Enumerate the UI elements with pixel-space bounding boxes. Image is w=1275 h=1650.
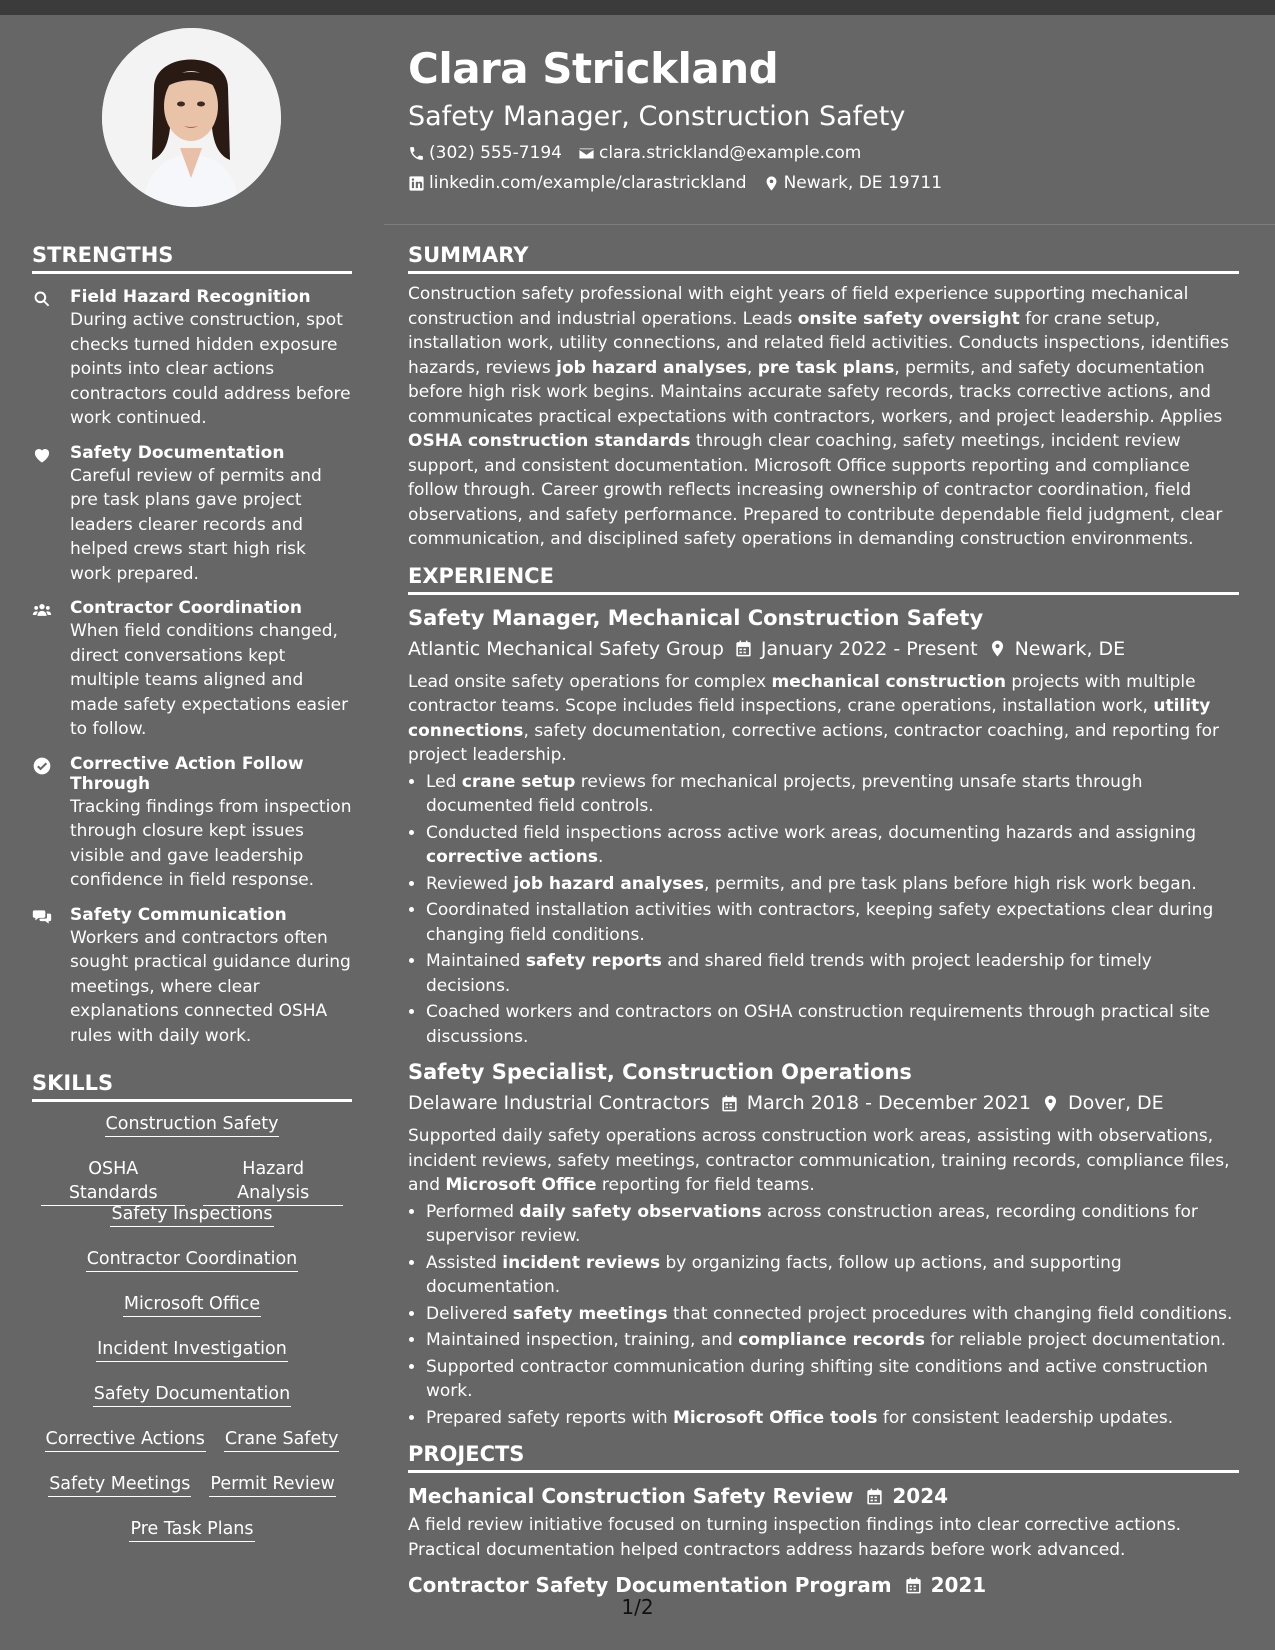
job-bullet: • Assisted incident reviews by organizing facts, follow up actions, and supporting documentation.: [426, 1251, 1239, 1300]
location-contact: [763, 172, 942, 194]
phone-icon: [408, 145, 425, 162]
job-entry: [408, 1059, 1239, 1430]
skill-tag: Safety Inspections: [110, 1202, 273, 1227]
heart-icon: [32, 443, 56, 587]
left-column: [32, 242, 352, 1562]
comments-icon: [32, 907, 52, 927]
strength-body: [70, 754, 352, 893]
skill-tag: Hazard Analysis: [203, 1157, 343, 1206]
header-divider: [384, 224, 1275, 225]
project-year: 2021: [930, 1573, 987, 1597]
job-dates: January 2022 - Present: [760, 637, 978, 660]
linkedin-url[interactable]: linkedin.com/example/clarastrickland: [429, 173, 747, 193]
map-marker-icon: [763, 175, 780, 192]
skill-tag: Safety Documentation: [93, 1382, 291, 1407]
strength-description: During active construction, spot checks turned hidden exposure points into clear actions contractors could address before work continued.: [70, 310, 351, 428]
location-text: Newark, DE 19711: [783, 173, 943, 193]
job-title: Safety Specialist, Construction Operations: [408, 1060, 912, 1084]
strength-item: [32, 905, 352, 1049]
job-bullet: • Coordinated installation activities with contractors, keeping safety expectations clear during changing field conditions.: [426, 898, 1239, 947]
strength-description: Tracking findings from inspection through closure kept issues visible and gave leadership confidence in field response.: [70, 796, 352, 890]
job-bullet: • Led crane setup reviews for mechanical projects, preventing unsafe starts through documented field controls.: [426, 770, 1239, 819]
strength-title: Contractor Coordination: [70, 598, 302, 618]
strength-body: [70, 287, 352, 431]
contact-row-1: [408, 142, 1258, 164]
skill-row: [32, 1112, 352, 1157]
skill-row: [32, 1202, 352, 1247]
job-dates: March 2018 - December 2021: [746, 1092, 1031, 1114]
right-column: [408, 242, 1239, 1598]
job-meta: [408, 1090, 1239, 1116]
skill-tag: Safety Meetings: [48, 1472, 191, 1497]
company-name: Atlantic Mechanical Safety Group: [408, 637, 724, 660]
page-number: 1/2: [621, 1595, 654, 1619]
strength-description: When field conditions changed, direct conversations kept multiple teams aligned and made safety expectations easier to follow.: [70, 621, 349, 739]
skill-tag: OSHA Standards: [41, 1157, 185, 1206]
skill-row: [32, 1517, 352, 1562]
project-description: A field review initiative focused on turning inspection findings into clear corrective actions. Practical documentation helped contractors address hazards before work advanced.: [408, 1515, 1182, 1560]
strength-title: Safety Documentation: [70, 442, 285, 463]
job-bullet: • Maintained safety reports and shared field trends with project leadership for timely decisions.: [426, 949, 1239, 998]
job-meta: [408, 636, 1239, 662]
experience-list: [408, 605, 1239, 1431]
phone-number[interactable]: (302) 555-7194: [429, 143, 562, 163]
comments-icon: [32, 905, 56, 1049]
search-icon: [32, 289, 52, 309]
check-circle-icon: [32, 754, 56, 893]
calendar-icon: [904, 1576, 923, 1595]
project-title: Mechanical Construction Safety Review: [408, 1484, 854, 1508]
job-entry: [408, 605, 1239, 1050]
candidate-title: Safety Manager, Construction Safety: [408, 101, 906, 132]
job-bullet: • Reviewed job hazard analyses, permits, and pre task plans before high risk work began.: [426, 872, 1239, 897]
strength-description: Careful review of permits and pre task plans gave project leaders clearer records and helped crews start high risk work prepared.: [70, 465, 322, 584]
top-bar: [0, 0, 1275, 15]
calendar-icon: [865, 1487, 884, 1506]
projects-heading: PROJECTS: [408, 1441, 1239, 1473]
job-bullets: [408, 770, 1239, 1050]
job-bullet: • Supported contractor communication during shifting site conditions and active construction work.: [426, 1355, 1239, 1404]
strengths-list: [32, 287, 352, 1048]
project-entry: [408, 1483, 1239, 1562]
job-bullet: • Prepared safety reports with Microsoft Office tools for consistent leadership updates.: [426, 1406, 1239, 1431]
summary-text: Construction safety professional with eight years of field experience supporting mechanical construction and industrial operations. Leads onsite safety oversight for crane setup, installation work, utility connections, and related field activities. Conducts inspections, identifies hazards, reviews job hazard analyses, pre task plans, permits, and safety documentation before high risk work begins. Maintains accurate safety records, tracks corrective actions, and communicates practical expectations with contractors, workers, and project leadership. Applies OSHA construction standards through clear coaching, safety meetings, incident review support, and consistent documentation. Microsoft Office supports reporting and compliance follow through. Career growth reflects increasing ownership of contractor coordination, field observations, and safety performance. Prepared to contribute dependable field judgment, clear communication, and disciplined safety operations in demanding construction environments.: [408, 284, 1229, 549]
skills-heading: SKILLS: [32, 1070, 352, 1102]
portrait-image: [102, 28, 281, 207]
calendar-icon: [720, 1094, 739, 1113]
job-location: Dover, DE: [1067, 1092, 1164, 1114]
job-bullet: • Conducted field inspections across active work areas, documenting hazards and assigning corrective actions.: [426, 821, 1239, 870]
job-bullet: • Performed daily safety observations across construction areas, recording conditions for supervisor review.: [426, 1200, 1239, 1249]
users-icon: [32, 600, 52, 620]
map-marker-icon: [988, 639, 1007, 658]
strength-title: Safety Communication: [70, 904, 287, 925]
strength-description: Workers and contractors often sought practical guidance during meetings, where clear explanations connected OSHA rules with daily work.: [70, 927, 351, 1046]
skill-row: [32, 1382, 352, 1427]
skill-row: [32, 1157, 352, 1202]
job-location: Newark, DE: [1014, 637, 1126, 660]
map-marker-icon: [1041, 1094, 1060, 1113]
skill-tag: Pre Task Plans: [129, 1517, 254, 1542]
strength-title: Field Hazard Recognition: [70, 287, 311, 307]
heart-icon: [32, 445, 52, 465]
skill-tag: Contractor Coordination: [86, 1247, 299, 1272]
project-year: 2024: [892, 1484, 949, 1508]
profile-photo: [102, 28, 281, 207]
skill-row: [32, 1247, 352, 1292]
job-description: Lead onsite safety operations for complex mechanical construction projects with multiple contractor teams. Scope includes field inspections, crane operations, installation work, utility connections, safety documentation, corrective actions, contractor coaching, and reporting for project leadership.: [408, 671, 1219, 765]
skill-row: [32, 1337, 352, 1382]
skill-row: [32, 1292, 352, 1337]
candidate-name: Clara Strickland: [408, 44, 779, 93]
strength-body: [70, 443, 352, 587]
skill-tag: Crane Safety: [224, 1427, 340, 1452]
skill-tag: Microsoft Office: [123, 1292, 261, 1317]
users-icon: [32, 598, 56, 742]
email-address[interactable]: clara.strickland@example.com: [598, 143, 862, 163]
job-bullet: • Coached workers and contractors on OSHA construction requirements through practical site discussions.: [426, 1000, 1239, 1049]
search-icon: [32, 287, 56, 431]
contact-row-2: [408, 172, 1258, 194]
project-title-row: [408, 1483, 1239, 1509]
skill-tag: Construction Safety: [105, 1112, 280, 1137]
strength-item: [32, 754, 352, 893]
skills-list: [32, 1112, 352, 1562]
calendar-icon: [734, 639, 753, 658]
strength-item: [32, 598, 352, 742]
experience-heading: EXPERIENCE: [408, 563, 1239, 595]
strength-title: Corrective Action Follow Through: [70, 753, 304, 794]
resume-header: [408, 40, 1258, 194]
strength-body: [70, 905, 352, 1049]
job-bullet: • Delivered safety meetings that connected project procedures with changing field conditions.: [426, 1302, 1239, 1327]
job-bullets: [408, 1200, 1239, 1431]
strength-item: [32, 287, 352, 431]
skill-row: [32, 1427, 352, 1472]
job-title: Safety Manager, Mechanical Construction Safety: [408, 605, 984, 630]
phone-contact: [408, 142, 562, 164]
projects-list: [408, 1483, 1239, 1598]
linkedin-icon: [408, 175, 425, 192]
job-description: Supported daily safety operations across construction work areas, assisting with observations, incident reviews, safety meetings, contractor communication, training records, compliance files, and Microsoft Office reporting for field teams.: [408, 1126, 1230, 1195]
linkedin-contact: [408, 172, 747, 194]
skill-tag: Permit Review: [209, 1472, 335, 1497]
skill-tag: Corrective Actions: [45, 1427, 206, 1452]
email-contact: [578, 142, 861, 164]
skill-row: [32, 1472, 352, 1517]
check-circle-icon: [32, 756, 52, 776]
strength-item: [32, 443, 352, 587]
company-name: Delaware Industrial Contractors: [408, 1092, 710, 1114]
project-title: Contractor Safety Documentation Program: [408, 1573, 892, 1597]
skill-tag: Incident Investigation: [96, 1337, 288, 1362]
strength-body: [70, 598, 352, 742]
strengths-heading: STRENGTHS: [32, 242, 352, 274]
envelope-icon: [578, 145, 595, 162]
job-bullet: • Maintained inspection, training, and compliance records for reliable project documentation.: [426, 1328, 1239, 1353]
summary-heading: SUMMARY: [408, 242, 1239, 274]
